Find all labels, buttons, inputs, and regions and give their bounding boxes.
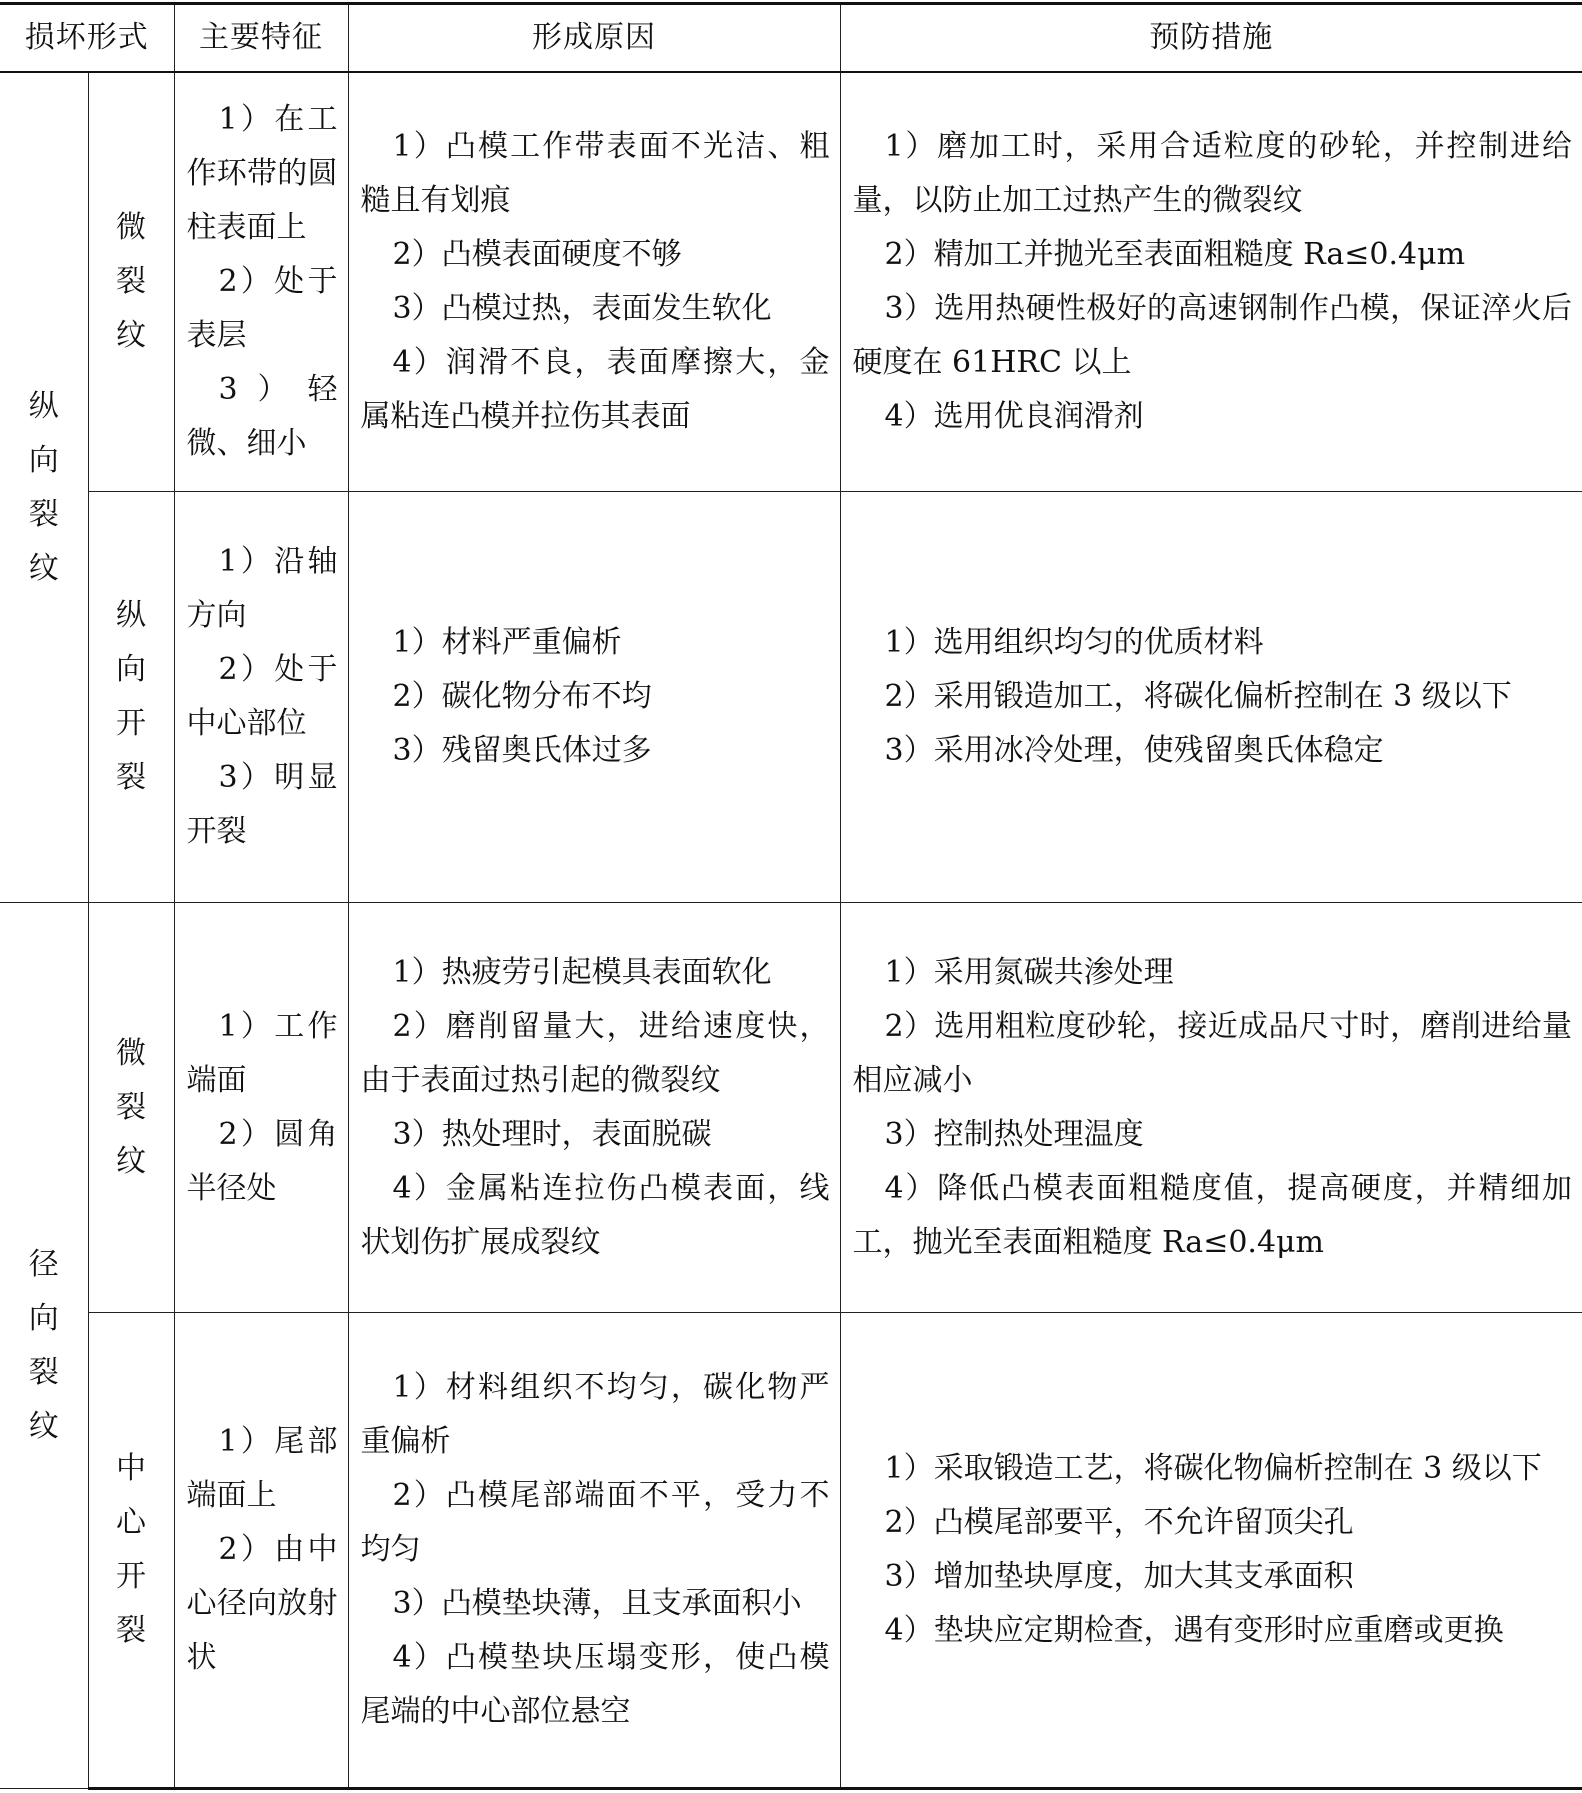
header-causes: 形成原因 — [348, 4, 840, 73]
prevention-item: 1）采取锻造工艺，将碳化物偏析控制在 3 级以下 — [884, 1451, 1542, 1487]
feature-item: 2）处于中心部位 — [186, 652, 338, 742]
prevention-cell — [840, 903, 1582, 1313]
prevention-cell — [840, 72, 1582, 491]
table-row — [0, 72, 1582, 491]
features-cell — [174, 72, 348, 491]
feature-item: 2）由中心径向放射状 — [186, 1532, 338, 1676]
prevention-item: 1）采用氮碳共渗处理 — [884, 954, 1174, 990]
cause-item: 3）凸模过热，表面发生软化 — [392, 291, 772, 326]
group-name: 径向裂纹 — [28, 1246, 59, 1444]
prevention-cell — [840, 1313, 1582, 1789]
group-label — [0, 72, 88, 903]
prevention-item: 3）控制热处理温度 — [884, 1116, 1144, 1152]
causes-cell — [348, 72, 840, 491]
cause-item: 3）热处理时，表面脱碳 — [392, 1116, 712, 1152]
header-main-features: 主要特征 — [174, 4, 348, 73]
cause-item: 2）凸模表面硬度不够 — [392, 237, 682, 272]
causes-cell — [348, 1313, 840, 1789]
cause-item: 4）润滑不良，表面摩擦大，金属粘连凸模并拉伤其表面 — [360, 345, 830, 434]
sub-name: 中心开裂 — [116, 1451, 146, 1649]
prevention-item: 3）采用冰冷处理，使残留奥氏体稳定 — [884, 733, 1384, 769]
table-row — [0, 903, 1582, 1313]
feature-item: 1）尾部端面上 — [186, 1424, 338, 1514]
damage-table — [0, 2, 1582, 1790]
cause-item: 4）金属粘连拉伤凸模表面，线状划伤扩展成裂纹 — [360, 1170, 830, 1260]
prevention-item: 2）选用粗粒度砂轮，接近成品尺寸时，磨削进给量相应减小 — [852, 1008, 1572, 1098]
feature-item: 1）沿轴方向 — [186, 544, 338, 634]
cause-item: 2）凸模尾部端面不平，受力不均匀 — [360, 1478, 830, 1568]
sub-name: 微裂纹 — [116, 1035, 146, 1179]
cause-item: 3）残留奥氏体过多 — [392, 733, 652, 769]
cause-item: 1）热疲劳引起模具表面软化 — [392, 954, 772, 990]
causes-cell — [348, 903, 840, 1313]
table-row — [0, 491, 1582, 903]
features-cell — [174, 903, 348, 1313]
prevention-item: 1）选用组织均匀的优质材料 — [884, 625, 1264, 661]
feature-item: 1）工作端面 — [186, 1008, 338, 1098]
sub-label — [88, 903, 174, 1313]
sub-name: 微裂纹 — [116, 210, 146, 353]
feature-item: 2）圆角半径处 — [186, 1116, 338, 1206]
prevention-item: 4）选用优良润滑剂 — [884, 399, 1144, 434]
prevention-item: 3）增加垫块厚度，加大其支承面积 — [884, 1559, 1354, 1595]
features-cell — [174, 1313, 348, 1789]
cause-item: 4）凸模垫块压塌变形，使凸模尾端的中心部位悬空 — [360, 1640, 830, 1730]
group-label — [0, 903, 88, 1789]
sub-label — [88, 491, 174, 903]
sub-label — [88, 72, 174, 491]
cause-item: 1）材料组织不均匀，碳化物严重偏析 — [360, 1370, 830, 1460]
sub-name: 纵向开裂 — [116, 598, 146, 796]
prevention-item: 2）采用锻造加工，将碳化偏析控制在 3 级以下 — [884, 679, 1512, 715]
sub-label — [88, 1313, 174, 1789]
prevention-item: 4）垫块应定期检查，遇有变形时应重磨或更换 — [884, 1613, 1504, 1649]
cause-item: 2）磨削留量大，进给速度快，由于表面过热引起的微裂纹 — [360, 1008, 830, 1098]
prevention-item: 3）选用热硬性极好的高速钢制作凸模，保证淬火后硬度在 61HRC 以上 — [852, 291, 1572, 380]
header-row — [0, 4, 1582, 73]
features-cell — [174, 491, 348, 903]
table-row — [0, 1313, 1582, 1789]
prevention-item: 4）降低凸模表面粗糙度值，提高硬度，并精细加工，抛光至表面粗糙度 Ra≤0.4μm — [852, 1170, 1572, 1260]
group-name: 纵向裂纹 — [28, 388, 59, 586]
cause-item: 1）材料严重偏析 — [392, 625, 622, 661]
feature-item: 1）在工作环带的圆柱表面上 — [186, 102, 338, 245]
prevention-cell — [840, 491, 1582, 903]
causes-cell — [348, 491, 840, 903]
prevention-item: 2）凸模尾部要平，不允许留顶尖孔 — [884, 1505, 1354, 1541]
feature-item: 3）明显开裂 — [186, 760, 338, 850]
cause-item: 2）碳化物分布不均 — [392, 679, 652, 715]
feature-item: 3）轻微、细小 — [186, 372, 338, 461]
prevention-item: 2）精加工并抛光至表面粗糙度 Ra≤0.4μm — [884, 237, 1466, 272]
prevention-item: 1）磨加工时，采用合适粒度的砂轮，并控制进给量，以防止加工过热产生的微裂纹 — [852, 129, 1572, 218]
header-prevention: 预防措施 — [840, 4, 1582, 73]
cause-item: 1）凸模工作带表面不光洁、粗糙且有划痕 — [360, 129, 830, 218]
feature-item: 2）处于表层 — [186, 264, 338, 353]
cause-item: 3）凸模垫块薄，且支承面积小 — [392, 1586, 802, 1622]
header-damage-form: 损坏形式 — [0, 4, 174, 73]
